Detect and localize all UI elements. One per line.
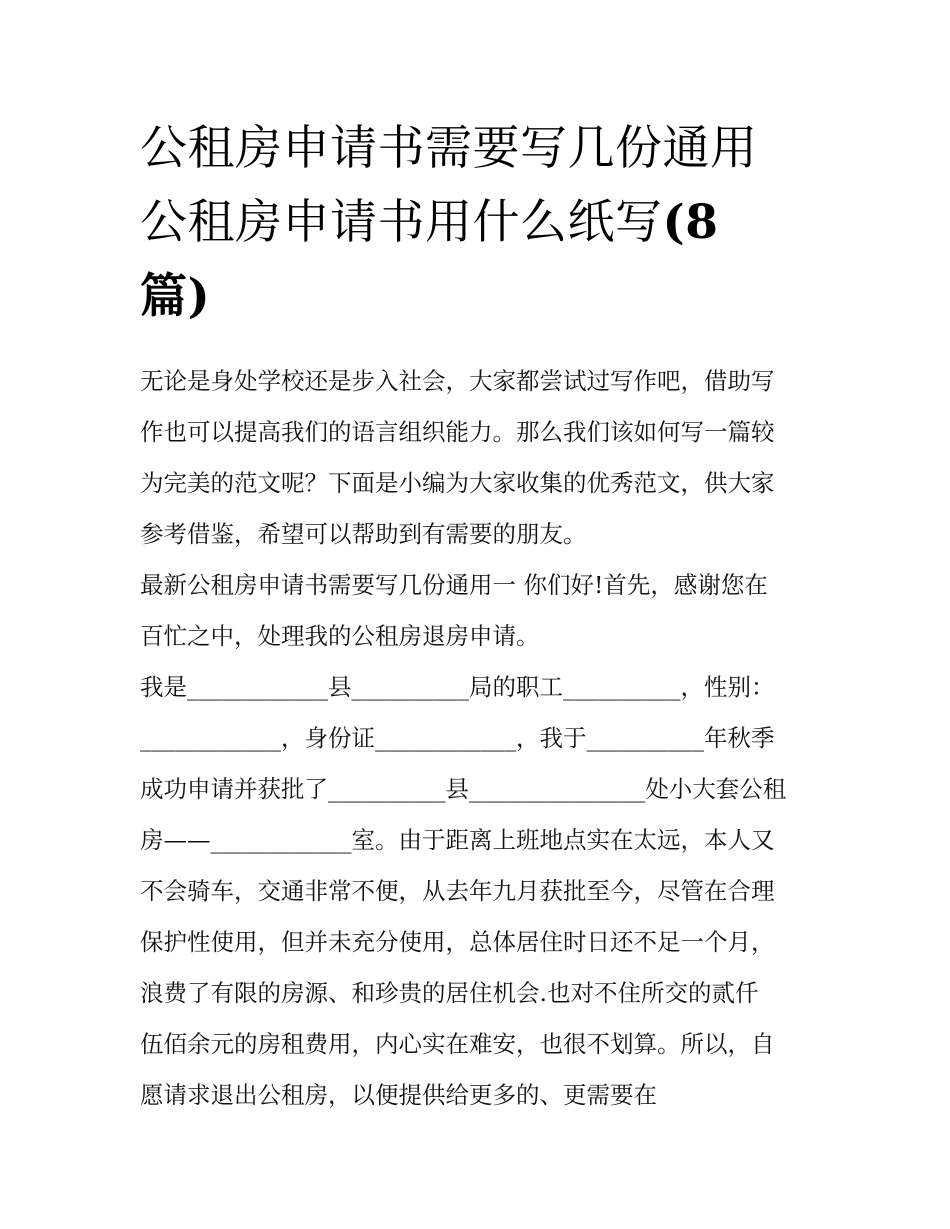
- body-line: 伍佰余元的房租费用，内心实在难安，也很不划算。所以，自: [140, 1030, 775, 1058]
- body-line: 无论是身处学校还是步入社会，大家都尝试过写作吧，借助写: [140, 367, 775, 395]
- body-line: 为完美的范文呢？下面是小编为大家收集的优秀范文，供大家: [140, 469, 775, 497]
- body-line: 最新公租房申请书需要写几份通用一 你们好!首先，感谢您在: [140, 571, 768, 599]
- body-line: 保护性使用，但并未充分使用，总体居住时日还不足一个月，: [140, 928, 775, 956]
- body-line: 我是____________县__________局的职工__________，性别：: [140, 673, 775, 701]
- title-line-2: [140, 186, 820, 260]
- title-line-2-bold: (8: [662, 195, 719, 250]
- body-line: 愿请求退出公租房，以便提供给更多的、更需要在: [140, 1081, 657, 1109]
- body-line: 参考借鉴，希望可以帮助到有需要的朋友。: [140, 520, 587, 548]
- body-line: 不会骑车，交通非常不便，从去年九月获批至今，尽管在合理: [140, 877, 775, 905]
- title-line-3: 篇): [140, 269, 211, 324]
- body-line: 成功申请并获批了__________县_______________处小大套公租: [140, 775, 787, 803]
- body-line: 房——____________室。由于距离上班地点实在太远，本人又: [140, 826, 775, 854]
- document-body: [140, 356, 820, 1121]
- body-line: 百忙之中，处理我的公租房退房申请。: [140, 622, 540, 650]
- document-title: [140, 112, 820, 334]
- body-line: 浪费了有限的房源、和珍贵的居住机会.也对不住所交的贰仟: [140, 979, 759, 1007]
- title-line-1: 公租房申请书需要写几份通用: [140, 121, 758, 176]
- body-line: ____________，身份证____________，我于__________年秋季: [140, 724, 775, 752]
- title-line-2-text: 公租房申请书用什么纸写: [140, 195, 663, 250]
- body-line: 作也可以提高我们的语言组织能力。那么我们该如何写一篇较: [140, 418, 775, 446]
